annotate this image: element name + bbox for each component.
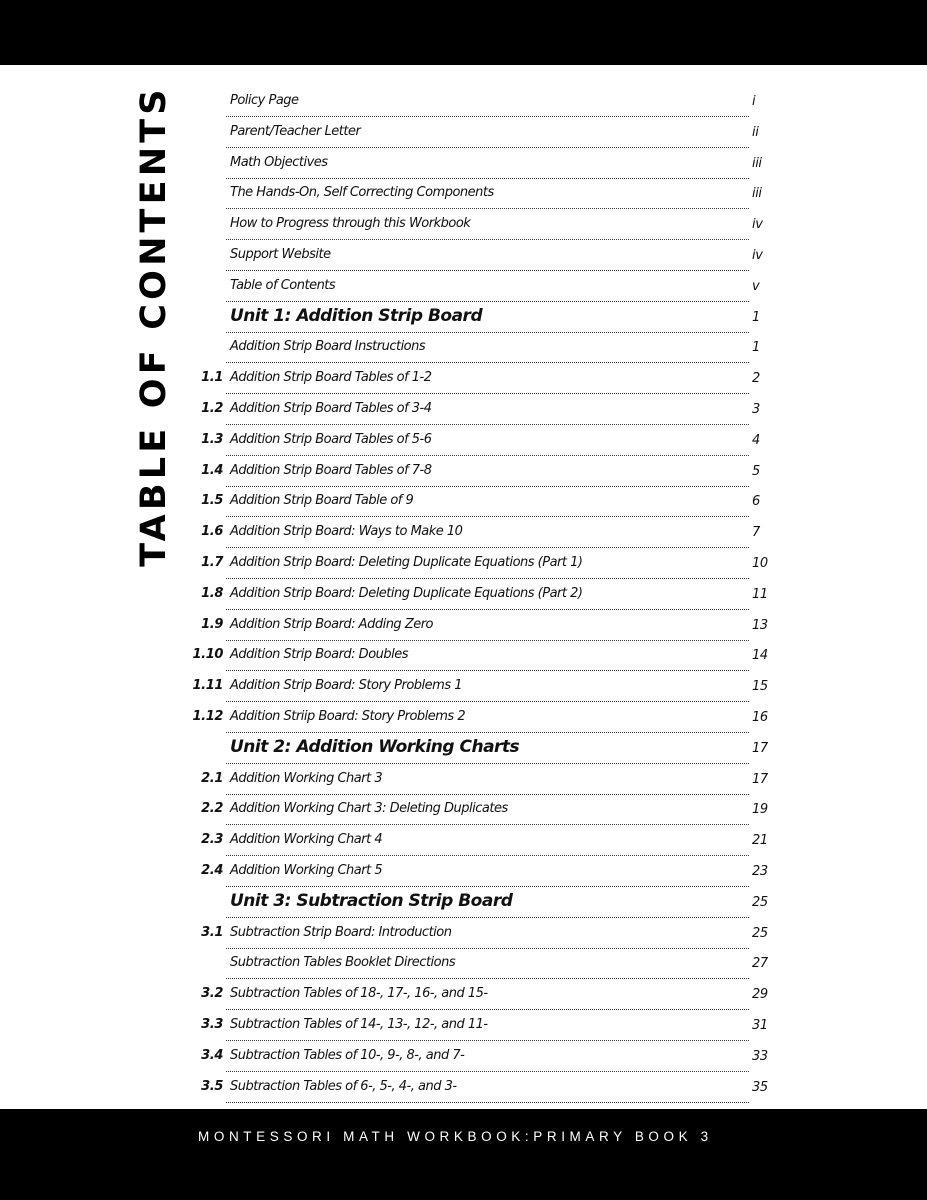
toc-entry[interactable] xyxy=(0,579,927,610)
toc-entry-title: Addition Working Chart 3: Deleting Duplicates xyxy=(230,801,508,817)
toc-entry-title: Subtraction Tables of 6-, 5-, 4-, and 3- xyxy=(230,1078,457,1094)
toc-section-number: 3.3 xyxy=(201,1017,223,1032)
toc-entry[interactable] xyxy=(0,948,927,979)
toc-section-number: 2.1 xyxy=(201,770,223,786)
toc-page-number: 11 xyxy=(752,586,768,602)
toc-entry-title: Unit 1: Addition Strip Board xyxy=(230,305,483,326)
toc-entry-title: How to Progress through this Workbook xyxy=(230,216,471,232)
toc-page-number: 3 xyxy=(752,402,760,417)
toc-page-number: 21 xyxy=(752,833,768,849)
toc-entry[interactable] xyxy=(0,610,927,641)
toc-entry-title: Parent/Teacher Letter xyxy=(230,123,361,139)
toc-section-number: 1.12 xyxy=(192,709,223,724)
toc-page-number: 15 xyxy=(752,679,768,695)
toc-entry-title: Policy Page xyxy=(230,93,299,108)
toc-page-number: 25 xyxy=(752,925,768,941)
toc-section-number: 3.1 xyxy=(201,924,223,940)
toc-entry-title: Unit 2: Addition Working Charts xyxy=(230,736,520,757)
toc-entry-title: Addition Strip Board Instructions xyxy=(230,339,426,355)
toc-entry[interactable] xyxy=(0,1072,927,1103)
toc-section-number: 1.9 xyxy=(201,616,223,632)
toc-page-number: 4 xyxy=(752,432,760,448)
toc-entry-title: Subtraction Tables Booklet Directions xyxy=(230,955,456,971)
toc-entry-title: Addition Strip Board: Story Problems 1 xyxy=(230,678,462,694)
toc-page-number: 10 xyxy=(752,556,768,571)
toc-section-number: 2.2 xyxy=(201,801,223,817)
toc-entry[interactable] xyxy=(0,918,927,949)
toc-entry[interactable] xyxy=(0,548,927,579)
toc-page-number: iii xyxy=(752,155,762,171)
toc-page-number: 23 xyxy=(752,864,768,879)
toc-entry-title: Addition Strip Board: Deleting Duplicate Equations (Part 1) xyxy=(230,555,583,570)
toc-page-number: ii xyxy=(752,124,759,140)
toc-entry[interactable] xyxy=(0,640,927,671)
toc-entry[interactable] xyxy=(0,425,927,456)
toc-section-number: 1.11 xyxy=(192,678,223,694)
toc-entry[interactable] xyxy=(0,1010,927,1041)
toc-entry-title: Addition Strip Board: Ways to Make 10 xyxy=(230,524,463,540)
toc-entry-title: Addition Strip Board: Adding Zero xyxy=(230,616,434,632)
toc-entry-title: Addition Strip Board Tables of 7-8 xyxy=(230,462,432,478)
toc-entry-title: Subtraction Strip Board: Introduction xyxy=(230,924,452,940)
toc-page-number: iv xyxy=(752,248,763,263)
footer-book-title: MONTESSORI MATH WORKBOOK:PRIMARY BOOK 3 xyxy=(198,1129,713,1144)
toc-entry-title: Addition Working Chart 5 xyxy=(230,863,383,878)
toc-entry[interactable] xyxy=(0,394,927,425)
toc-entry-title: Subtraction Tables of 14-, 13-, 12-, and 11- xyxy=(230,1017,488,1032)
toc-page-number: 27 xyxy=(752,956,768,972)
toc-entry-title: Addition Strip Board Tables of 1-2 xyxy=(230,370,432,386)
toc-entry[interactable] xyxy=(0,671,927,702)
toc-section-number: 1.6 xyxy=(201,524,223,540)
toc-page-number: 14 xyxy=(752,648,768,664)
toc-section-number: 3.4 xyxy=(201,1047,223,1063)
header-bar xyxy=(0,0,927,65)
toc-page-number: v xyxy=(752,278,760,294)
toc-entry[interactable] xyxy=(0,117,927,148)
toc-entry-title: Unit 3: Subtraction Strip Board xyxy=(230,890,513,911)
toc-entry[interactable] xyxy=(0,178,927,209)
toc-unit-heading[interactable] xyxy=(0,302,927,333)
toc-section-number: 1.4 xyxy=(201,462,223,478)
toc-entry-title: Addition Working Chart 4 xyxy=(230,832,383,848)
toc-page-number: 5 xyxy=(752,463,760,479)
toc-page-number: 29 xyxy=(752,987,768,1003)
toc-entry-title: Subtraction Tables of 10-, 9-, 8-, and 7- xyxy=(230,1047,465,1063)
toc-entry[interactable] xyxy=(0,979,927,1010)
toc-entry-title: Subtraction Tables of 18-, 17-, 16-, and 15- xyxy=(230,986,488,1002)
toc-section-number: 3.5 xyxy=(201,1078,223,1094)
toc-page-number: 16 xyxy=(752,710,768,725)
toc-page-number: 35 xyxy=(752,1079,768,1095)
toc-section-number: 1.7 xyxy=(201,555,223,570)
toc-entry[interactable] xyxy=(0,1041,927,1072)
toc-entry[interactable] xyxy=(0,486,927,517)
toc-page-number: iii xyxy=(752,186,762,202)
toc-entry-title: Addition Striip Board: Story Problems 2 xyxy=(230,709,466,724)
toc-section-number: 1.8 xyxy=(201,585,223,601)
toc-page-number: 25 xyxy=(752,894,768,910)
toc-page-number: 17 xyxy=(752,771,768,787)
toc-entry-title: Math Objectives xyxy=(230,154,328,170)
footer-bar xyxy=(0,1109,927,1200)
toc-unit-heading[interactable] xyxy=(0,887,927,918)
toc-page-number: 7 xyxy=(752,525,760,541)
toc-page-number: 1 xyxy=(752,309,760,325)
toc-unit-heading[interactable] xyxy=(0,733,927,764)
toc-entry-title: Table of Contents xyxy=(230,277,336,293)
toc-section-number: 1.10 xyxy=(192,647,223,663)
toc-page-number: iv xyxy=(752,217,763,233)
toc-section-number: 1.5 xyxy=(201,493,223,509)
toc-entry-title: Addition Strip Board Tables of 3-4 xyxy=(230,401,432,416)
dotted-leader-line xyxy=(226,1102,749,1103)
toc-entry[interactable] xyxy=(0,794,927,825)
toc-entry[interactable] xyxy=(0,86,927,117)
toc-entry[interactable] xyxy=(0,702,927,733)
toc-entry-title: Addition Strip Board Table of 9 xyxy=(230,493,414,509)
toc-section-number: 2.3 xyxy=(201,832,223,848)
toc-section-number: 1.2 xyxy=(201,401,223,416)
toc-page-number: 13 xyxy=(752,617,768,633)
toc-page-number: 6 xyxy=(752,494,760,510)
toc-entry[interactable] xyxy=(0,825,927,856)
toc-entry-title: Addition Working Chart 3 xyxy=(230,770,383,786)
toc-page-number: 1 xyxy=(752,340,760,356)
toc-entry[interactable] xyxy=(0,363,927,394)
toc-page-number: 33 xyxy=(752,1048,768,1064)
toc-entry-title: Addition Strip Board: Deleting Duplicate Equations (Part 2) xyxy=(230,585,583,601)
toc-entry[interactable] xyxy=(0,456,927,487)
toc-page-number: 2 xyxy=(752,371,760,387)
toc-page-number: i xyxy=(752,94,756,109)
toc-section-number: 3.2 xyxy=(201,986,223,1002)
toc-section-number: 1.1 xyxy=(201,370,223,386)
toc-entry-title: Support Website xyxy=(230,247,331,262)
toc-entry[interactable] xyxy=(0,209,927,240)
toc-section-number: 1.3 xyxy=(201,431,223,447)
toc-entry[interactable] xyxy=(0,271,927,302)
page-title: TABLE OF CONTENTS xyxy=(134,85,174,567)
toc-entry-title: The Hands-On, Self Correcting Components xyxy=(230,185,494,201)
toc-entry[interactable] xyxy=(0,148,927,179)
toc-page-number: 19 xyxy=(752,802,768,818)
toc-page-number: 31 xyxy=(752,1018,768,1033)
toc-entry-title: Addition Strip Board Tables of 5-6 xyxy=(230,431,432,447)
toc-entry[interactable] xyxy=(0,332,927,363)
toc-entry-title: Addition Strip Board: Doubles xyxy=(230,647,409,663)
toc-entry[interactable] xyxy=(0,240,927,271)
toc-entry[interactable] xyxy=(0,856,927,887)
toc-entry[interactable] xyxy=(0,764,927,795)
toc-entry[interactable] xyxy=(0,517,927,548)
toc-section-number: 2.4 xyxy=(201,863,223,878)
toc-page-number: 17 xyxy=(752,740,768,756)
